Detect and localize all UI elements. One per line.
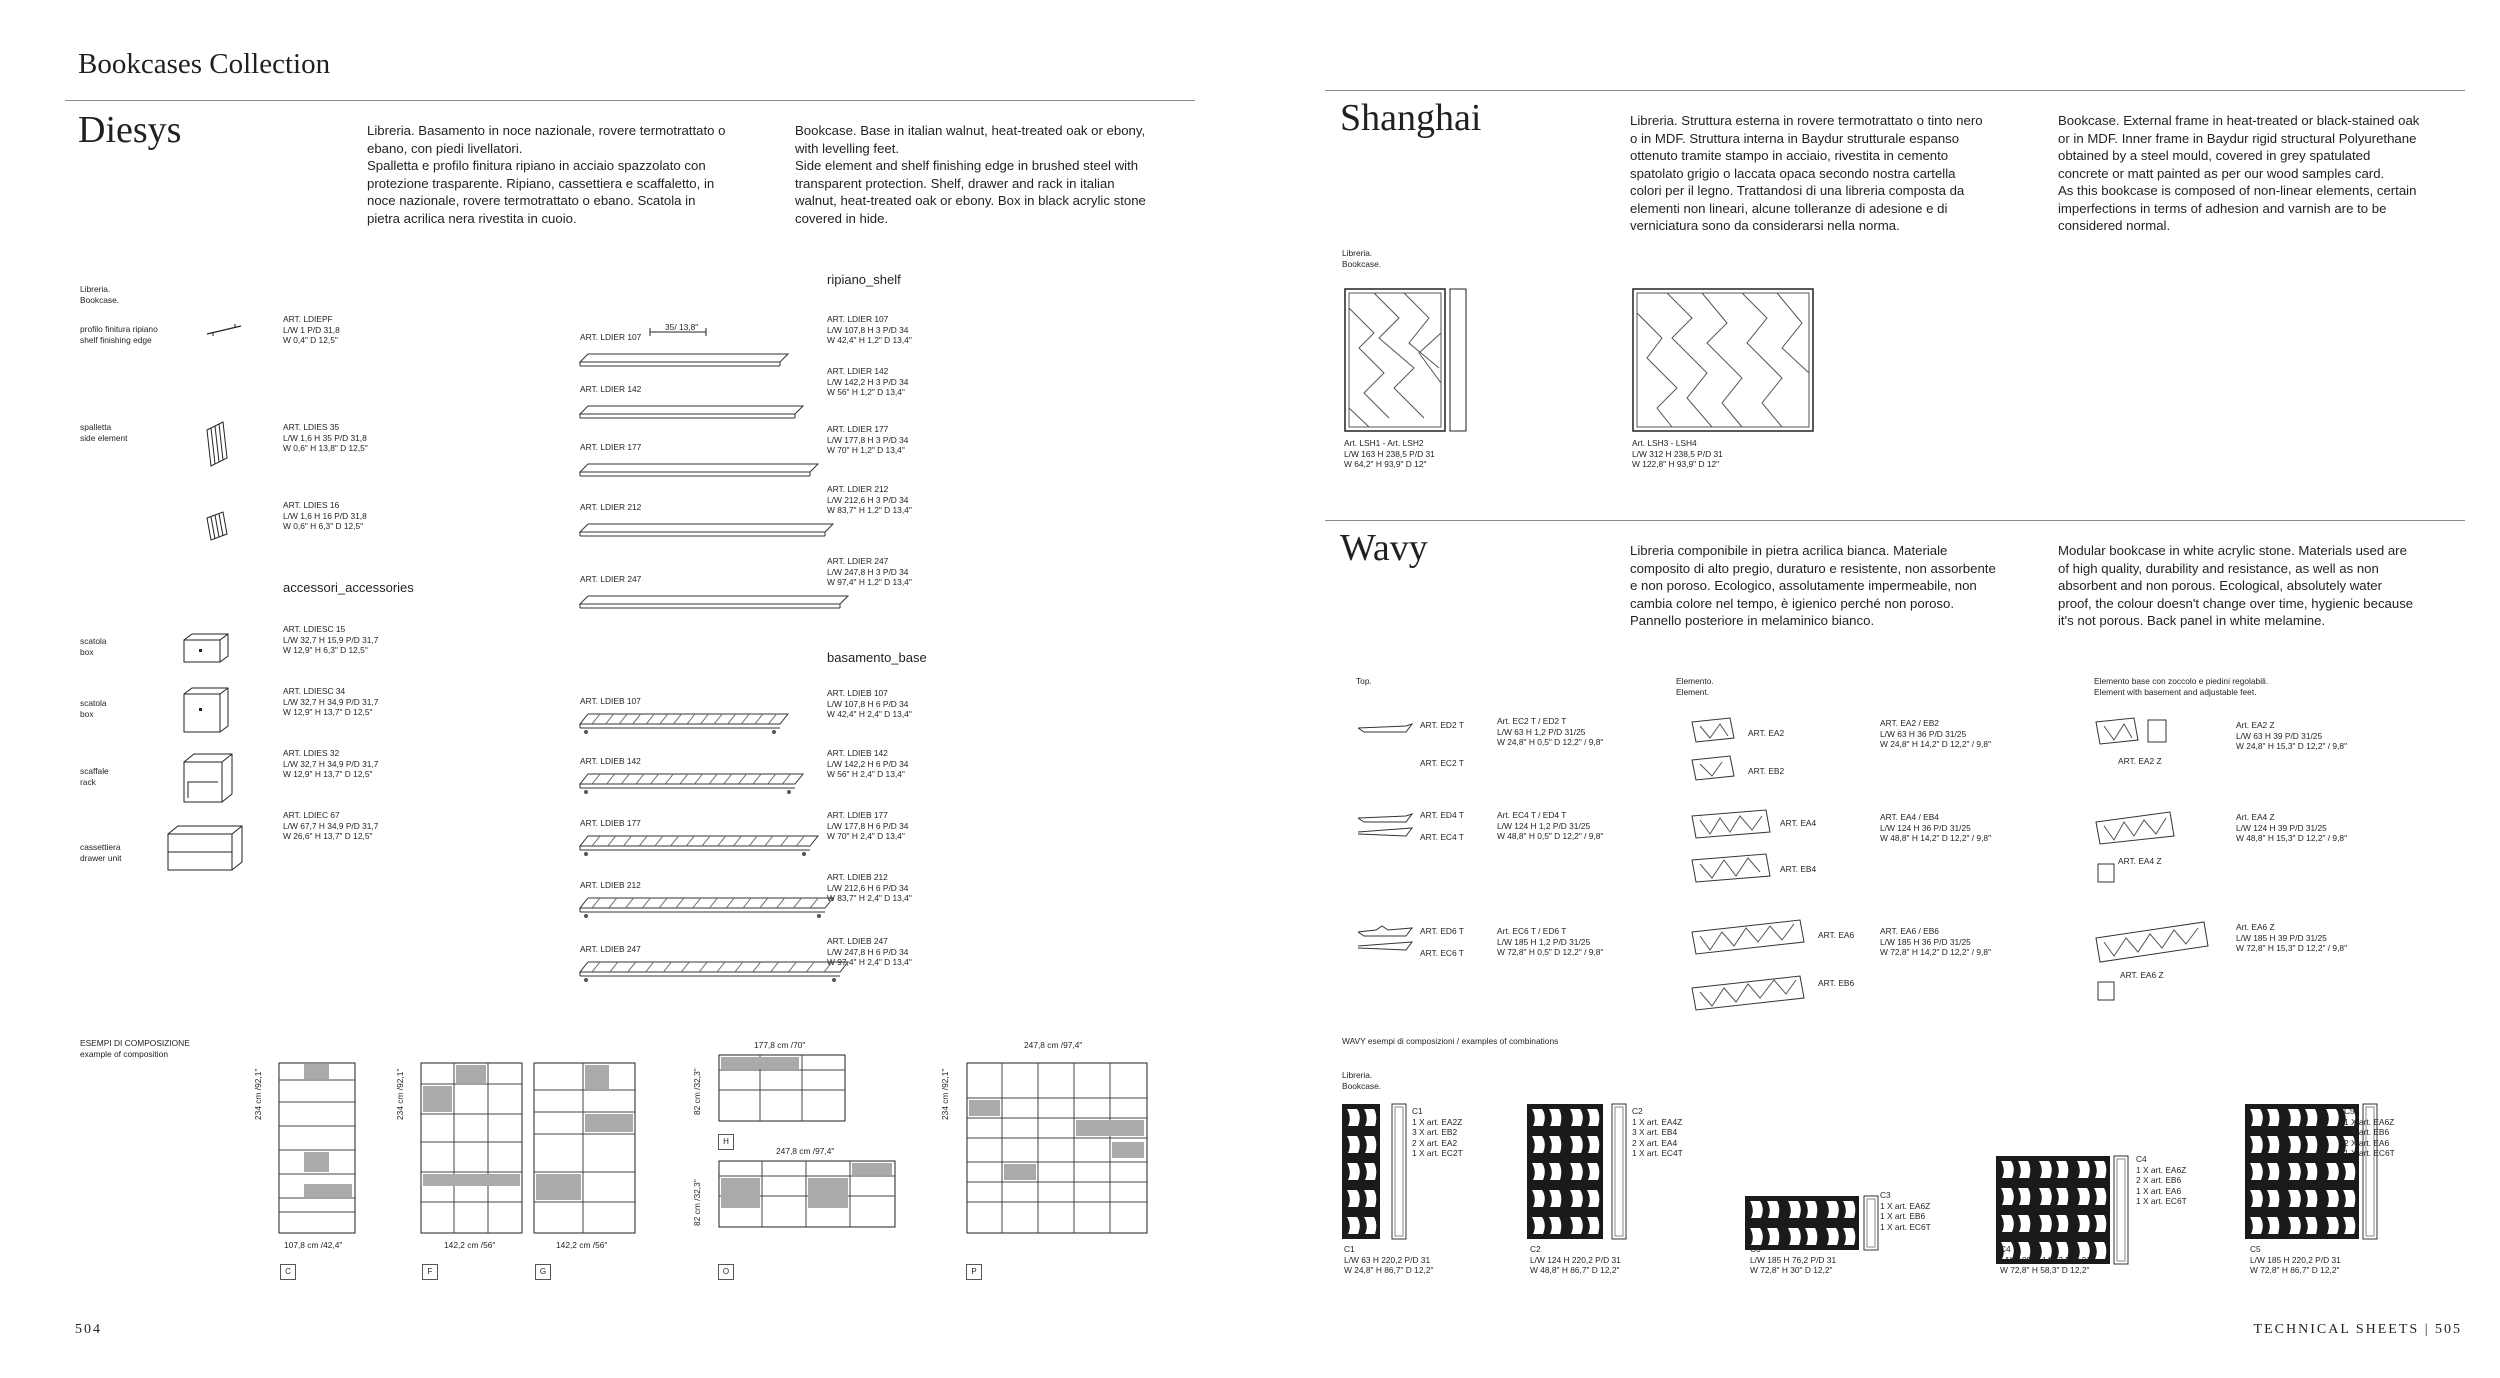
wavy-libreria-label: Libreria. Bookcase. <box>1342 1070 1382 1091</box>
top-ec2-label: ART. EC2 T <box>1420 758 1464 768</box>
shelf-label: ART. LDIER 247 <box>580 574 642 584</box>
wavy-element-label: Elemento. Element. <box>1676 676 1714 697</box>
shanghai-title: Shanghai <box>1340 97 1482 139</box>
shelf-dim-note: 35/ 13,8" <box>665 322 699 332</box>
scatola34-spec: ART. LDIESC 34 L/W 32,7 H 34,9 P/D 31,7 W 12,9" H 13,7" D 12,5" <box>283 686 379 717</box>
element-ea6-label: ART. EA6 <box>1818 930 1855 940</box>
element-ea2z-label: ART. EA2 Z <box>2118 756 2162 766</box>
diesys-desc-it: Libreria. Basamento in noce nazionale, rovere termotrattato o ebano, con piedi livellatori. Spalletta e profilo finitura ripiano in acciaio spazzolato con protezione trasparente. Ripiano, cassettiera e scaffaletto, in noce nazionale, rovere termotrattato o ebano. Scatola in pietra acrilica nera rivestita in cuoio. <box>367 123 726 226</box>
element-ea2-spec: ART. EA2 / EB2 L/W 63 H 36 P/D 31/25 W 24,8" H 14,2" D 12,2" / 9,8" <box>1880 718 1992 749</box>
shelf-label: ART. LDIER 107 <box>580 332 642 342</box>
base-label: ART. LDIEB 177 <box>580 818 641 828</box>
top-ec4-spec: Art. EC4 T / ED4 T L/W 124 H 1,2 P/D 31/25 W 48,8" H 0,5" D 12,2" / 9,8" <box>1497 810 1604 841</box>
shelf-spec: ART. LDIER 107 L/W 107,8 H 3 P/D 34 W 42,4" H 1,2" D 13,4" <box>827 314 912 345</box>
composition-c-letter: C <box>280 1264 296 1280</box>
wavy-c2-list: C2 1 X art. EA4Z 3 X art. EB4 2 X art. EA4 1 X art. EC4T <box>1632 1106 1683 1158</box>
wavy-base-label: Elemento base con zoccolo e piedini regolabili. Element with basement and adjustable feet. <box>2094 676 2269 697</box>
composition-h-width: 177,8 cm /70" <box>754 1040 806 1050</box>
accessori-title: accessori_accessories <box>283 580 414 595</box>
wavy-c5-list: C5 1 X art. EA6Z 3 X art. EB6 2 X art. EA6 1 X art. EC6T <box>2344 1106 2395 1158</box>
collection-title: Bookcases Collection <box>78 48 331 80</box>
top-ec4-label: ART. EC4 T <box>1420 832 1464 842</box>
composition-h-letter: H <box>718 1134 734 1150</box>
composition-f-height: 234 cm /92,1" <box>395 1068 405 1120</box>
element-ea6z-spec: Art. EA6 Z L/W 185 H 39 P/D 31/25 W 72,8" H 15,3" D 12,2" / 9,8" <box>2236 922 2348 953</box>
composition-c-width: 107,8 cm /42,4" <box>284 1240 343 1250</box>
scaffale-label: scaffale rack <box>80 766 109 787</box>
base-spec: ART. LDIEB 212 L/W 212,6 H 6 P/D 34 W 83,7" H 2,4" D 13,4" <box>827 872 912 903</box>
wavy-c5-spec: C5 L/W 185 H 220,2 P/D 31 W 72,8" H 86,7" D 12,2" <box>2250 1244 2341 1275</box>
cassettiera-label: cassettiera drawer unit <box>80 842 122 863</box>
diesys-examples-title: ESEMPI DI COMPOSIZIONE example of composition <box>80 1038 190 1059</box>
element-eb2-label: ART. EB2 <box>1748 766 1785 776</box>
profilo-label: profilo finitura ripiano shelf finishing edge <box>80 324 158 345</box>
wavy-desc-it: Libreria componibile in pietra acrilica bianca. Materiale composito di alto pregio, duraturo e resistente, non assorbente e non poroso. Ecologico, assolutamente impermeabile, non cambia colore nel tempo, è igienico perché non poroso. Pannello posteriore in melaminico bianco. <box>1630 543 1996 628</box>
scatola15-spec: ART. LDIESC 15 L/W 32,7 H 15,9 P/D 31,7 W 12,9" H 6,3" D 12,5" <box>283 624 379 655</box>
composition-f-width: 142,2 cm /56" <box>444 1240 496 1250</box>
diesys-desc-en: Bookcase. Base in italian walnut, heat-treated oak or ebony, with levelling feet. Side element and shelf finishing edge in brushed steel with transparent protection. Shelf, drawer and rack in italian walnut, heat-treated oak or ebony. Box in black acrylic stone covered in hide. <box>795 123 1146 226</box>
top-ed6-label: ART. ED6 T <box>1420 926 1464 936</box>
composition-g-letter: G <box>535 1264 551 1280</box>
diesys-libreria-label: Libreria. Bookcase. <box>80 284 120 305</box>
top-ec6-spec: Art. EC6 T / ED6 T L/W 185 H 1,2 P/D 31/25 W 72,8" H 0,5" D 12,2" / 9,8" <box>1497 926 1604 957</box>
composition-h-height: 82 cm /32,3" <box>692 1068 702 1115</box>
base-label: ART. LDIEB 212 <box>580 880 641 890</box>
wavy-c3-spec: C3 L/W 185 H 76,2 P/D 31 W 72,8" H 30" D 12,2" <box>1750 1244 1837 1275</box>
composition-o-width: 247,8 cm /97,4" <box>776 1146 835 1156</box>
spalletta-label: spalletta side element <box>80 422 128 443</box>
base-spec: ART. LDIEB 247 L/W 247,8 H 6 P/D 34 W 97,4" H 2,4" D 13,4" <box>827 936 912 967</box>
composition-p-width: 247,8 cm /97,4" <box>1024 1040 1083 1050</box>
spalletta35-spec: ART. LDIES 35 L/W 1,6 H 35 P/D 31,8 W 0,6" H 13,8" D 12,5" <box>283 422 368 453</box>
base-label: ART. LDIEB 142 <box>580 756 641 766</box>
element-ea2-label: ART. EA2 <box>1748 728 1785 738</box>
wavy-c1-spec: C1 L/W 63 H 220,2 P/D 31 W 24,8" H 86,7" D 12,2" <box>1344 1244 1434 1275</box>
element-ea4-spec: ART. EA4 / EB4 L/W 124 H 36 P/D 31/25 W 48,8" H 14,2" D 12,2" / 9,8" <box>1880 812 1992 843</box>
scaffale-spec: ART. LDIES 32 L/W 32,7 H 34,9 P/D 31,7 W 12,9" H 13,7" D 12,5" <box>283 748 379 779</box>
wavy-c4-list: C4 1 X art. EA6Z 2 X art. EB6 1 X art. EA6 1 X art. EC6T <box>2136 1154 2187 1206</box>
shelf-label: ART. LDIER 177 <box>580 442 642 452</box>
element-ea6z-label: ART. EA6 Z <box>2120 970 2164 980</box>
wavy-top-label: Top. <box>1356 676 1372 686</box>
base-spec: ART. LDIEB 107 L/W 107,8 H 6 P/D 34 W 42,4" H 2,4" D 13,4" <box>827 688 912 719</box>
shelf-label: ART. LDIER 142 <box>580 384 642 394</box>
composition-g-width: 142,2 cm /56" <box>556 1240 608 1250</box>
base-label: ART. LDIEB 247 <box>580 944 641 954</box>
shanghai-spec1: Art. LSH1 - Art. LSH2 L/W 163 H 238,5 P/D 31 W 64,2" H 93,9" D 12" <box>1344 438 1435 469</box>
wavy-examples-title: WAVY esempi di composizioni / examples of combinations <box>1342 1036 1559 1046</box>
composition-o-letter: O <box>718 1264 734 1280</box>
wavy-c2-spec: C2 L/W 124 H 220,2 P/D 31 W 48,8" H 86,7" D 12,2" <box>1530 1244 1621 1275</box>
composition-f-letter: F <box>422 1264 438 1280</box>
wavy-c1-list: C1 1 X art. EA2Z 3 X art. EB2 2 X art. EA2 1 X art. EC2T <box>1412 1106 1463 1158</box>
wavy-desc-en: Modular bookcase in white acrylic stone. Materials used are of high quality, durability and resistance, as well as non absorbent and non porous. Ecological, absolutely water proof, the colour doesn't change over time, hygienic because it's not porous. Back panel in white melamine. <box>2058 543 2414 628</box>
wavy-title: Wavy <box>1340 527 1428 569</box>
top-ed2-label: ART. ED2 T <box>1420 720 1464 730</box>
shanghai-libreria-label: Libreria. Bookcase. <box>1342 248 1382 269</box>
shanghai-desc-it: Libreria. Struttura esterna in rovere termotrattato o tinto nero o in MDF. Struttura interna in Baydur strutturale espanso ottenuto tramite stampo in acciaio, rivestita in cemento spatolato grigio o laccata opaca secondo nostra cartella colori per il legno. Trattandosi di una libreria composta da elementi non lineari, alcune tolleranze di adesione e di verniciatura sono da considerarsi nella norma. <box>1630 113 1983 233</box>
element-eb6-label: ART. EB6 <box>1818 978 1855 988</box>
base-title: basamento_base <box>827 650 927 665</box>
diesys-title: Diesys <box>78 109 182 151</box>
base-spec: ART. LDIEB 142 L/W 142,2 H 6 P/D 34 W 56" H 2,4" D 13,4" <box>827 748 909 779</box>
shelf-spec: ART. LDIER 247 L/W 247,8 H 3 P/D 34 W 97,4" H 1,2" D 13,4" <box>827 556 912 587</box>
base-spec: ART. LDIEB 177 L/W 177,8 H 6 P/D 34 W 70" H 2,4" D 13,4" <box>827 810 909 841</box>
composition-p-letter: P <box>966 1264 982 1280</box>
shelf-spec: ART. LDIER 142 L/W 142,2 H 3 P/D 34 W 56" H 1,2" D 13,4" <box>827 366 909 397</box>
shanghai-desc-en: Bookcase. External frame in heat-treated or black-stained oak or in MDF. Inner frame in Baydur rigid structural Polyurethane obtained by a steel mould, covered in grey spatulated concrete or matt painted as per our wood samples card. As this bookcase is composed of non-linear elements, certain imperfections in terms of adhesion and varnish are to be considered normal. <box>2058 113 2420 233</box>
shelf-spec: ART. LDIER 212 L/W 212,6 H 3 P/D 34 W 83,7" H 1,2" D 13,4" <box>827 484 912 515</box>
element-ea2z-spec: Art. EA2 Z L/W 63 H 39 P/D 31/25 W 24,8" H 15,3" D 12,2" / 9,8" <box>2236 720 2348 751</box>
composition-p-height: 234 cm /92,1" <box>940 1068 950 1120</box>
wavy-c3-list: C3 1 X art. EA6Z 1 X art. EB6 1 X art. EC6T <box>1880 1190 1931 1232</box>
cassettiera-spec: ART. LDIEC 67 L/W 67,7 H 34,9 P/D 31,7 W 26,6" H 13,7" D 12,5" <box>283 810 379 841</box>
shelf-spec: ART. LDIER 177 L/W 177,8 H 3 P/D 34 W 70" H 1,2" D 13,4" <box>827 424 909 455</box>
top-ed4-label: ART. ED4 T <box>1420 810 1464 820</box>
scatola15-label: scatola box <box>80 636 107 657</box>
composition-c-height: 234 cm /92,1" <box>253 1068 263 1120</box>
wavy-c4-spec: C4 L/W 185 H 148,2 P/D 31 W 72,8" H 58,3" D 12,2" <box>2000 1244 2091 1275</box>
page-number-left: 504 <box>75 1322 102 1337</box>
scatola34-label: scatola box <box>80 698 107 719</box>
ripiano-title: ripiano_shelf <box>827 272 901 287</box>
element-ea4z-spec: Art. EA4 Z L/W 124 H 39 P/D 31/25 W 48,8" H 15,3" D 12,2" / 9,8" <box>2236 812 2348 843</box>
element-ea6-spec: ART. EA6 / EB6 L/W 185 H 36 P/D 31/25 W 72,8" H 14,2" D 12,2" / 9,8" <box>1880 926 1992 957</box>
spalletta16-spec: ART. LDIES 16 L/W 1,6 H 16 P/D 31,8 W 0,6" H 6,3" D 12,5" <box>283 500 367 531</box>
page-number-right: TECHNICAL SHEETS | 505 <box>2253 1322 2462 1337</box>
profilo-spec: ART. LDIEPF L/W 1 P/D 31,8 W 0,4" D 12,5" <box>283 314 340 345</box>
element-ea4-label: ART. EA4 <box>1780 818 1817 828</box>
element-ea4z-label: ART. EA4 Z <box>2118 856 2162 866</box>
composition-o-height: 82 cm /32,3" <box>692 1179 702 1226</box>
shanghai-spec2: Art. LSH3 - LSH4 L/W 312 H 238,5 P/D 31 W 122,8" H 93,9" D 12" <box>1632 438 1723 469</box>
base-label: ART. LDIEB 107 <box>580 696 641 706</box>
shelf-label: ART. LDIER 212 <box>580 502 642 512</box>
top-ec6-label: ART. EC6 T <box>1420 948 1464 958</box>
element-eb4-label: ART. EB4 <box>1780 864 1817 874</box>
top-ec2-spec: Art. EC2 T / ED2 T L/W 63 H 1,2 P/D 31/25 W 24,8" H 0,5" D 12,2" / 9,8" <box>1497 716 1604 747</box>
